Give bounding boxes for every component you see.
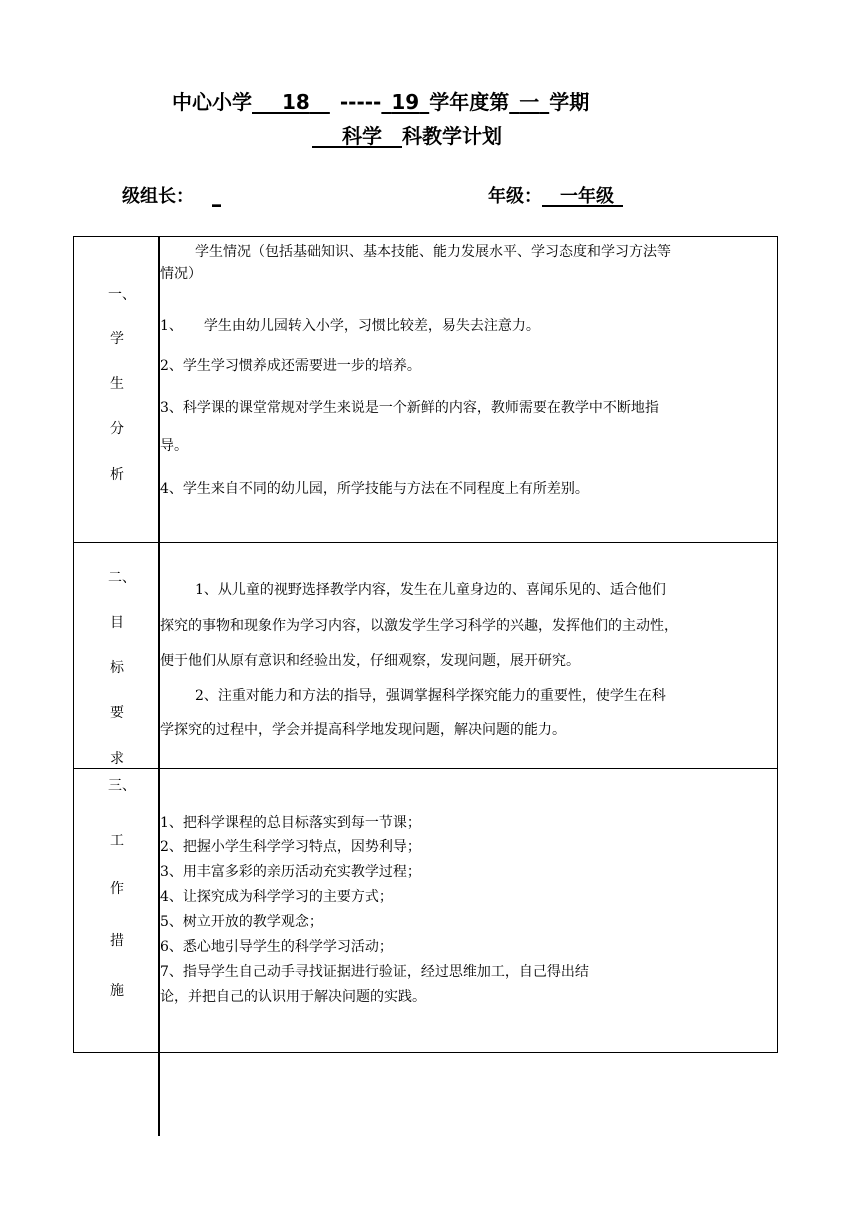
measures-item: 论，并把自己的认识用于解决问题的实践。 bbox=[160, 989, 426, 1005]
measures-item: 4、让探究成为科学学习的主要方式； bbox=[160, 889, 393, 905]
title-line-2 bbox=[312, 124, 502, 148]
measures-item: 6、悉心地引导学生的科学学习活动； bbox=[160, 939, 393, 955]
label-char: 要 bbox=[110, 705, 124, 721]
semester: 一 bbox=[519, 90, 540, 114]
leader-label: 级组长： bbox=[122, 186, 194, 207]
analysis-item: 4、学生来自不同的幼儿园，所学技能与方法在不同程度上有所差别。 bbox=[160, 481, 589, 497]
goals-line: 1、从儿童的视野选择教学内容，发生在儿童身边的、喜闻乐见的、适合他们 bbox=[195, 582, 666, 598]
measures-item: 3、用丰富多彩的亲历活动充实教学过程； bbox=[160, 864, 421, 880]
label-char: 三、 bbox=[108, 778, 136, 794]
grade-field bbox=[488, 186, 623, 208]
grade-label: 年级： bbox=[488, 186, 542, 207]
subject-suffix: 科教学计划 bbox=[402, 124, 502, 148]
leader-value: _ bbox=[212, 186, 221, 207]
label-char: 析 bbox=[110, 467, 124, 483]
analysis-intro-1: 学生情况（包括基础知识、基本技能、能力发展水平、学习态度和学习方法等 bbox=[195, 244, 671, 260]
goals-line: 便于他们从原有意识和经验出发，仔细观察，发现问题，展开研究。 bbox=[160, 653, 580, 669]
analysis-item: 3、科学课的课堂常规对学生来说是一个新鲜的内容，教师需要在教学中不断地指 bbox=[160, 400, 659, 416]
label-char: 目 bbox=[110, 615, 124, 631]
school-name: 中心小学 bbox=[172, 90, 252, 114]
label-char: 措 bbox=[110, 933, 124, 949]
year-dashes: ----- bbox=[339, 90, 382, 114]
label-char: 生 bbox=[110, 376, 124, 392]
measures-item: 7、指导学生自己动手寻找证据进行验证，经过思维加工，自己得出结 bbox=[160, 964, 589, 980]
goals-line: 2、注重对能力和方法的指导，强调掌握科学探究能力的重要性，使学生在科 bbox=[195, 688, 666, 704]
label-char: 学 bbox=[110, 331, 124, 347]
goals-line: 学探究的过程中，学会并提高科学地发现问题，解决问题的能力。 bbox=[160, 722, 566, 738]
grade-value: 一年级 bbox=[560, 186, 614, 207]
title-line-1 bbox=[172, 90, 589, 114]
label-char: 作 bbox=[110, 881, 124, 897]
year-end: 19 bbox=[391, 90, 420, 114]
analysis-item: 1、 学生由幼儿园转入小学，习惯比较差，易失去注意力。 bbox=[160, 318, 540, 334]
label-char: 一、 bbox=[108, 287, 136, 303]
year-suffix: 学年度第 bbox=[429, 90, 510, 114]
label-char: 工 bbox=[110, 833, 124, 849]
analysis-intro-2: 情况） bbox=[160, 266, 202, 282]
measures-item: 1、把科学课程的总目标落实到每一节课； bbox=[160, 815, 421, 831]
goals-line: 探究的事物和现象作为学习内容，以激发学生学习科学的兴趣，发挥他们的主动性， bbox=[160, 618, 678, 634]
label-char: 二、 bbox=[108, 570, 136, 586]
table-row-divider-1 bbox=[73, 542, 778, 543]
label-char: 标 bbox=[110, 660, 124, 676]
measures-item: 5、树立开放的教学观念； bbox=[160, 914, 323, 930]
leader-field bbox=[122, 186, 221, 208]
year-start: 18 bbox=[282, 90, 310, 114]
table-border-right bbox=[777, 236, 778, 1053]
label-char: 求 bbox=[110, 751, 124, 767]
analysis-item: 导。 bbox=[160, 438, 188, 454]
semester-suffix: 学期 bbox=[549, 90, 590, 114]
label-char: 分 bbox=[110, 421, 124, 437]
table-border-left bbox=[73, 236, 74, 1053]
measures-item: 2、把握小学生科学学习特点，因势利导； bbox=[160, 839, 421, 855]
table-border-bottom bbox=[73, 1052, 778, 1053]
table-border-top bbox=[73, 236, 778, 237]
label-char: 施 bbox=[110, 983, 124, 999]
table-row-divider-2 bbox=[73, 768, 778, 769]
analysis-item: 2、学生学习惯养成还需要进一步的培养。 bbox=[160, 358, 421, 374]
subject: 科学 bbox=[342, 124, 382, 148]
